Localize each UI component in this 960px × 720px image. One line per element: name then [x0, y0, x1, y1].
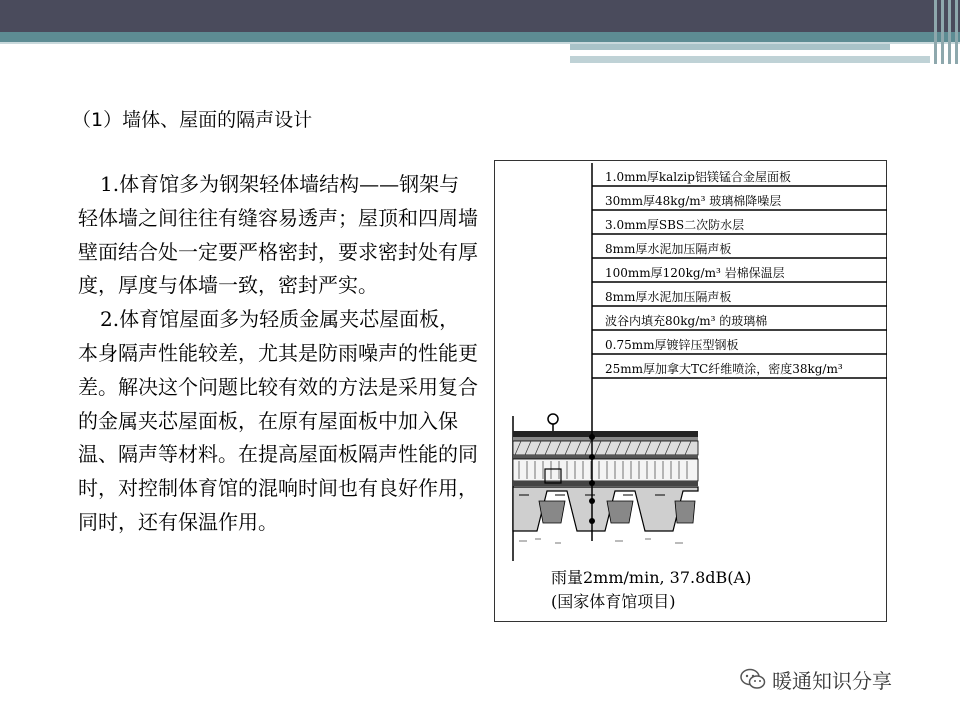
roof-section-figure — [494, 160, 887, 622]
paragraph: 2.体育馆屋面多为轻质金属夹芯屋面板，本身隔声性能较差，尤其是防雨噪声的性能更差。解决这个问题比较有效的方法是采用复合的金属夹芯屋面板，在原有屋面板中加入保温、隔声等材料。在提高屋面板隔声性能的同时，对控制体育馆的混响时间也有良好作用，同时，还有保温作用。 — [78, 307, 478, 534]
watermark — [740, 664, 892, 694]
figure-caption-project: (国家体育馆项目) — [551, 592, 676, 611]
header-stripe — [570, 56, 930, 63]
layer-label: 3.0mm厚SBS二次防水层 — [605, 218, 745, 232]
layer-label: 8mm厚水泥加压隔声板 — [605, 290, 732, 304]
layer-label: 30mm厚48kg/m³ 玻璃棉降噪层 — [605, 194, 782, 208]
layer-label: 1.0mm厚kalzip铝镁锰合金屋面板 — [605, 170, 791, 184]
roof-section-diagram — [495, 161, 888, 623]
body-text — [78, 168, 478, 540]
header-bar — [0, 0, 960, 32]
header-accent-band — [0, 32, 960, 42]
layer-label: 100mm厚120kg/m³ 岩棉保温层 — [605, 266, 785, 280]
wechat-icon — [740, 668, 766, 690]
header-stripe — [570, 44, 890, 50]
layer-label: 8mm厚水泥加压隔声板 — [605, 242, 732, 256]
watermark-text: 暖通知识分享 — [772, 668, 892, 693]
paragraph: 1.体育馆多为钢架轻体墙结构——钢架与轻体墙之间往往有缝容易透声；屋顶和四周墙壁面结合处一定要严格密封，要求密封处有厚度，厚度与体墙一致，密封严实。 — [78, 172, 478, 298]
header-right-bars — [930, 0, 960, 64]
layer-labels — [592, 169, 887, 378]
layer-label: 0.75mm厚镀锌压型钢板 — [605, 338, 739, 352]
figure-caption: 雨量2mm/min, 37.8dB(A) — [551, 568, 752, 587]
layer-label: 波谷内填充80kg/m³ 的玻璃棉 — [605, 314, 768, 328]
slide-heading: （1）墙体、屋面的隔声设计 — [72, 109, 313, 131]
roof-section-drawing — [513, 413, 698, 561]
layer-label: 25mm厚加拿大TC纤维喷涂，密度38kg/m³ — [605, 362, 843, 376]
